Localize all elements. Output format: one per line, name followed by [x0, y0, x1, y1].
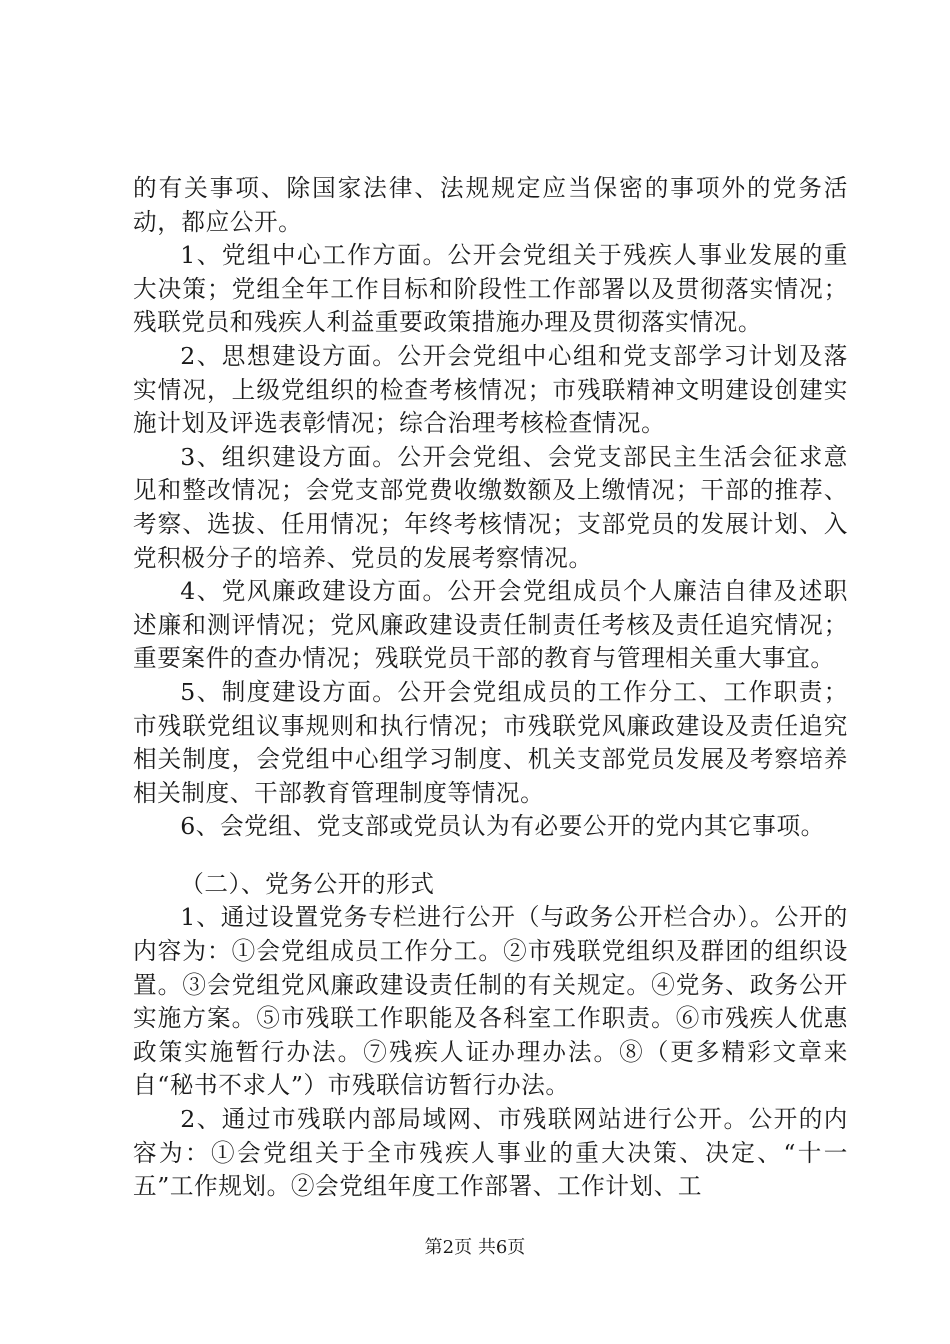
section-heading: （二）、党务公开的形式 — [180, 869, 435, 898]
document-body — [133, 172, 848, 1204]
paragraph-item-1: 1、党组中心工作方面。公开会党组关于残疾人事业发展的重大决策；党组全年工作目标和阶段性工作部署以及贯彻落实情况；残联党员和残疾人利益重要政策措施办理及贯彻落实情况。 — [133, 241, 848, 337]
paragraph-item-6: 6、会党组、党支部或党员认为有必要公开的党内其它事项。 — [180, 812, 825, 841]
paragraph-form-1: 1、通过设置党务专栏进行公开（与政务公开栏合办）。公开的内容为：①会党组成员工作分工。②市残联党组织及群团的组织设置。③会党组党风廉政建设责任制的有关规定。④党务、政务公开实施方案。⑤市残联工作职能及各科室工作职责。⑥市残疾人优惠政策实施暂行办法。⑦残疾人证办理办法。⑧（更多精彩文章来自“秘书不求人”）市残联信访暂行办法。 — [133, 903, 848, 1100]
paragraph-item-2: 2、思想建设方面。公开会党组中心组和党支部学习计划及落实情况，上级党组织的检查考核情况；市残联精神文明建设创建实施计划及评选表彰情况；综合治理考核检查情况。 — [133, 341, 848, 438]
paragraph-continuation: 的有关事项、除国家法律、法规规定应当保密的事项外的党务活动，都应公开。 — [133, 174, 848, 236]
paragraph-item-3: 3、组织建设方面。公开会党组、会党支部民主生活会征求意见和整改情况；会党支部党费收缴数额及上缴情况；干部的推荐、考察、选拔、任用情况；年终考核情况；支部党员的发展计划、入党积极分子的培养、党员的发展考察情况。 — [133, 442, 848, 572]
page-footer: 第2页 共6页 — [424, 1237, 526, 1258]
paragraph-form-2: 2、通过市残联内部局域网、市残联网站进行公开。公开的内容为：①会党组关于全市残疾人事业的重大决策、决定、“十一五”工作规划。②会党组年度工作部署、工作计划、工 — [133, 1105, 848, 1201]
paragraph-item-4: 4、党风廉政建设方面。公开会党组成员个人廉洁自律及述职述廉和测评情况；党风廉政建设责任制责任考核及责任追究情况；重要案件的查办情况；残联党员干部的教育与管理相关重大事宜。 — [133, 577, 848, 673]
paragraph-item-5: 5、制度建设方面。公开会党组成员的工作分工、工作职责；市残联党组议事规则和执行情况；市残联党风廉政建设及责任追究相关制度，会党组中心组学习制度、机关支部党员发展及考察培养相关制度、干部教育管理制度等情况。 — [133, 677, 848, 807]
